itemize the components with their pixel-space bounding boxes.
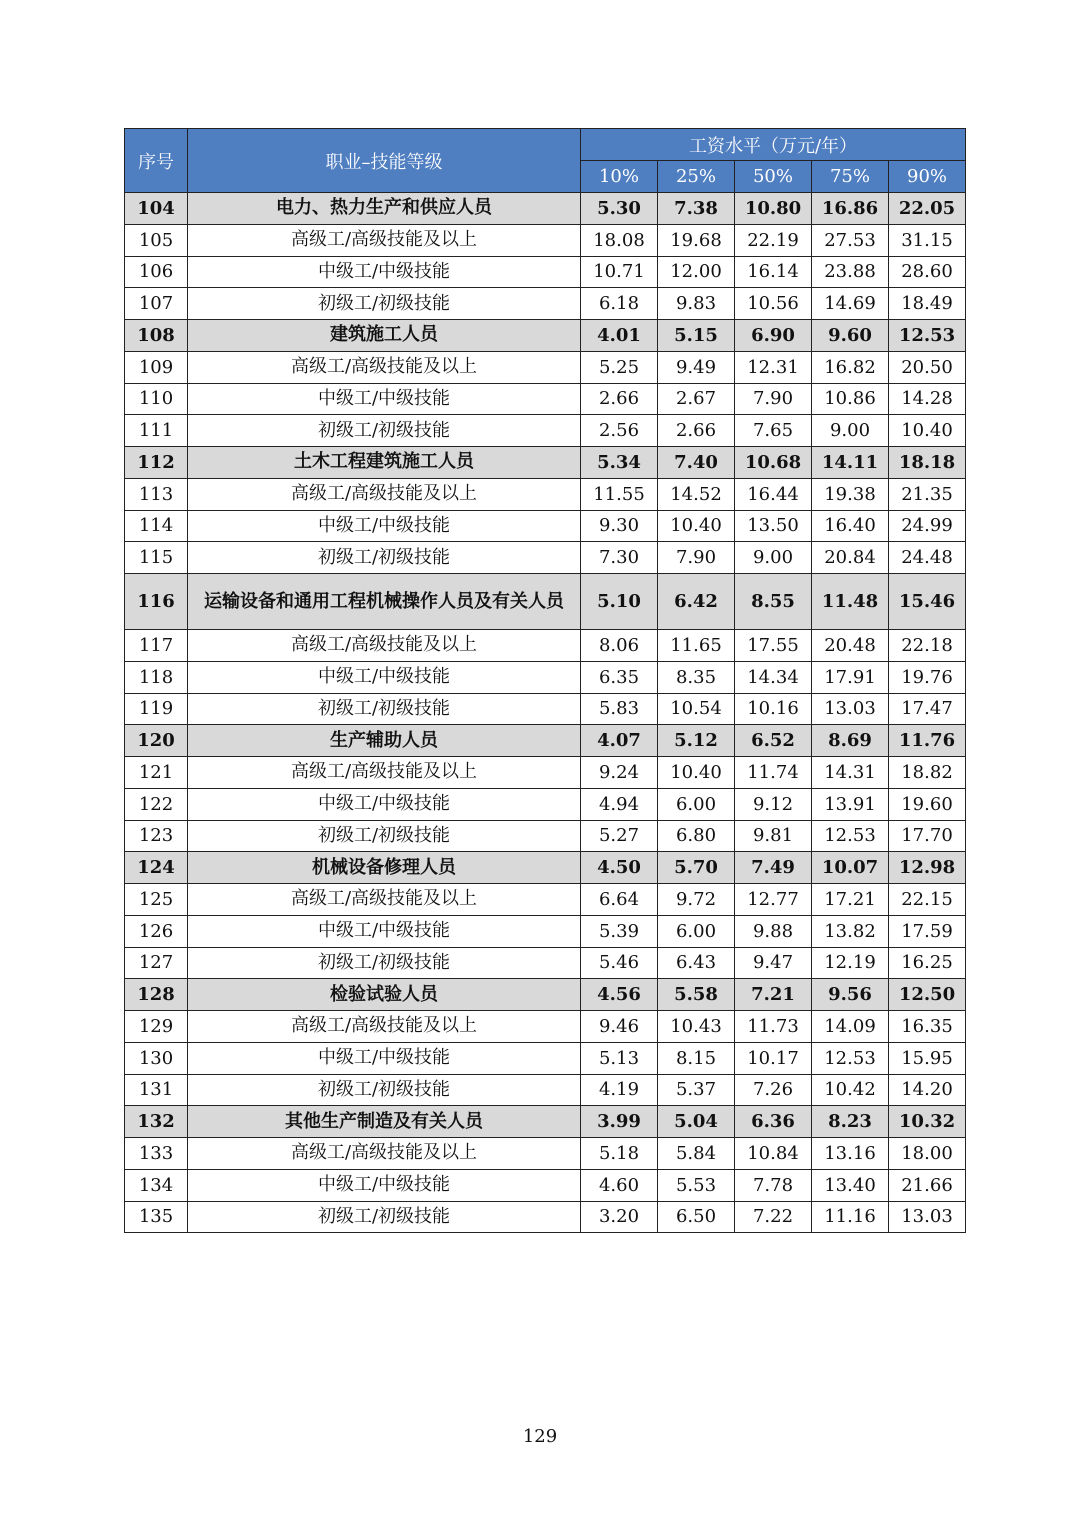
wage-p50: 7.49 bbox=[735, 852, 812, 884]
wage-table bbox=[124, 128, 966, 1233]
wage-p90: 28.60 bbox=[889, 256, 966, 288]
row-number: 130 bbox=[125, 1042, 188, 1074]
wage-p90: 19.76 bbox=[889, 661, 966, 693]
skill-level-name: 中级工/中级技能 bbox=[188, 788, 581, 820]
skill-level-name: 高级工/高级技能及以上 bbox=[188, 757, 581, 789]
wage-p75: 13.40 bbox=[812, 1169, 889, 1201]
table-row bbox=[125, 478, 966, 510]
row-number: 120 bbox=[125, 725, 188, 757]
row-number: 126 bbox=[125, 915, 188, 947]
wage-p75: 19.38 bbox=[812, 478, 889, 510]
category-row bbox=[125, 193, 966, 225]
wage-p75: 10.07 bbox=[812, 852, 889, 884]
table-row bbox=[125, 1042, 966, 1074]
row-number: 113 bbox=[125, 478, 188, 510]
wage-p50: 10.56 bbox=[735, 288, 812, 320]
row-number: 131 bbox=[125, 1074, 188, 1106]
wage-p10: 3.99 bbox=[581, 1106, 658, 1138]
wage-p25: 5.37 bbox=[658, 1074, 735, 1106]
wage-p90: 21.35 bbox=[889, 478, 966, 510]
wage-p25: 7.38 bbox=[658, 193, 735, 225]
table-row bbox=[125, 256, 966, 288]
wage-p10: 9.46 bbox=[581, 1011, 658, 1043]
wage-p25: 5.12 bbox=[658, 725, 735, 757]
wage-p50: 12.31 bbox=[735, 351, 812, 383]
row-number: 110 bbox=[125, 383, 188, 415]
wage-p25: 5.15 bbox=[658, 320, 735, 352]
table-row bbox=[125, 884, 966, 916]
wage-p25: 19.68 bbox=[658, 224, 735, 256]
wage-p90: 21.66 bbox=[889, 1169, 966, 1201]
wage-p10: 5.27 bbox=[581, 820, 658, 852]
wage-p10: 4.19 bbox=[581, 1074, 658, 1106]
wage-p25: 5.04 bbox=[658, 1106, 735, 1138]
wage-p75: 8.23 bbox=[812, 1106, 889, 1138]
table-row bbox=[125, 383, 966, 415]
wage-p10: 4.01 bbox=[581, 320, 658, 352]
wage-p75: 11.16 bbox=[812, 1201, 889, 1233]
skill-level-name: 初级工/初级技能 bbox=[188, 415, 581, 447]
row-number: 119 bbox=[125, 693, 188, 725]
category-row bbox=[125, 320, 966, 352]
wage-p10: 18.08 bbox=[581, 224, 658, 256]
wage-p75: 16.86 bbox=[812, 193, 889, 225]
wage-p50: 6.90 bbox=[735, 320, 812, 352]
wage-p90: 17.59 bbox=[889, 915, 966, 947]
wage-p90: 24.99 bbox=[889, 510, 966, 542]
skill-level-name: 高级工/高级技能及以上 bbox=[188, 224, 581, 256]
wage-p10: 6.18 bbox=[581, 288, 658, 320]
wage-p10: 8.06 bbox=[581, 630, 658, 662]
wage-p90: 24.48 bbox=[889, 542, 966, 574]
skill-level-name: 中级工/中级技能 bbox=[188, 510, 581, 542]
wage-p50: 7.78 bbox=[735, 1169, 812, 1201]
wage-p90: 10.32 bbox=[889, 1106, 966, 1138]
row-number: 118 bbox=[125, 661, 188, 693]
wage-p10: 5.34 bbox=[581, 447, 658, 479]
wage-p75: 12.53 bbox=[812, 820, 889, 852]
wage-p75: 14.09 bbox=[812, 1011, 889, 1043]
wage-p75: 20.48 bbox=[812, 630, 889, 662]
wage-p50: 6.36 bbox=[735, 1106, 812, 1138]
wage-p75: 17.91 bbox=[812, 661, 889, 693]
wage-p25: 6.80 bbox=[658, 820, 735, 852]
wage-p50: 7.65 bbox=[735, 415, 812, 447]
table-row bbox=[125, 915, 966, 947]
wage-p25: 10.40 bbox=[658, 757, 735, 789]
wage-p25: 6.00 bbox=[658, 788, 735, 820]
wage-p50: 10.17 bbox=[735, 1042, 812, 1074]
wage-p25: 5.84 bbox=[658, 1138, 735, 1170]
header-wage-group: 工资水平（万元/年） bbox=[581, 129, 966, 161]
row-number: 132 bbox=[125, 1106, 188, 1138]
wage-p90: 18.82 bbox=[889, 757, 966, 789]
wage-p10: 5.18 bbox=[581, 1138, 658, 1170]
skill-level-name: 初级工/初级技能 bbox=[188, 542, 581, 574]
wage-p90: 14.28 bbox=[889, 383, 966, 415]
wage-p25: 6.43 bbox=[658, 947, 735, 979]
row-number: 108 bbox=[125, 320, 188, 352]
table-row bbox=[125, 288, 966, 320]
category-name: 机械设备修理人员 bbox=[188, 852, 581, 884]
row-number: 117 bbox=[125, 630, 188, 662]
row-number: 135 bbox=[125, 1201, 188, 1233]
row-number: 114 bbox=[125, 510, 188, 542]
table-row bbox=[125, 661, 966, 693]
wage-p90: 12.50 bbox=[889, 979, 966, 1011]
row-number: 121 bbox=[125, 757, 188, 789]
table-header bbox=[125, 129, 966, 193]
wage-p75: 10.42 bbox=[812, 1074, 889, 1106]
row-number: 134 bbox=[125, 1169, 188, 1201]
wage-p90: 20.50 bbox=[889, 351, 966, 383]
wage-p25: 10.40 bbox=[658, 510, 735, 542]
skill-level-name: 中级工/中级技能 bbox=[188, 256, 581, 288]
header-p10: 10% bbox=[581, 161, 658, 193]
wage-p75: 23.88 bbox=[812, 256, 889, 288]
category-name: 生产辅助人员 bbox=[188, 725, 581, 757]
wage-p75: 13.16 bbox=[812, 1138, 889, 1170]
wage-p75: 12.19 bbox=[812, 947, 889, 979]
category-name: 电力、热力生产和供应人员 bbox=[188, 193, 581, 225]
wage-p25: 7.90 bbox=[658, 542, 735, 574]
skill-level-name: 初级工/初级技能 bbox=[188, 947, 581, 979]
wage-p10: 4.50 bbox=[581, 852, 658, 884]
wage-p90: 18.49 bbox=[889, 288, 966, 320]
table-row bbox=[125, 947, 966, 979]
wage-p10: 5.13 bbox=[581, 1042, 658, 1074]
wage-p10: 4.94 bbox=[581, 788, 658, 820]
wage-p75: 17.21 bbox=[812, 884, 889, 916]
skill-level-name: 初级工/初级技能 bbox=[188, 1074, 581, 1106]
wage-p10: 2.56 bbox=[581, 415, 658, 447]
wage-p10: 9.24 bbox=[581, 757, 658, 789]
wage-p25: 11.65 bbox=[658, 630, 735, 662]
wage-p50: 13.50 bbox=[735, 510, 812, 542]
wage-p90: 31.15 bbox=[889, 224, 966, 256]
skill-level-name: 中级工/中级技能 bbox=[188, 915, 581, 947]
wage-p90: 22.15 bbox=[889, 884, 966, 916]
header-p50: 50% bbox=[735, 161, 812, 193]
wage-p75: 9.56 bbox=[812, 979, 889, 1011]
wage-p75: 12.53 bbox=[812, 1042, 889, 1074]
skill-level-name: 高级工/高级技能及以上 bbox=[188, 1138, 581, 1170]
category-row bbox=[125, 1106, 966, 1138]
wage-p10: 6.35 bbox=[581, 661, 658, 693]
row-number: 127 bbox=[125, 947, 188, 979]
wage-p90: 22.05 bbox=[889, 193, 966, 225]
wage-p90: 16.25 bbox=[889, 947, 966, 979]
row-number: 133 bbox=[125, 1138, 188, 1170]
wage-p50: 9.00 bbox=[735, 542, 812, 574]
category-name: 其他生产制造及有关人员 bbox=[188, 1106, 581, 1138]
wage-p75: 14.69 bbox=[812, 288, 889, 320]
skill-level-name: 高级工/高级技能及以上 bbox=[188, 351, 581, 383]
wage-p75: 13.03 bbox=[812, 693, 889, 725]
row-number: 107 bbox=[125, 288, 188, 320]
wage-p10: 3.20 bbox=[581, 1201, 658, 1233]
wage-p25: 2.67 bbox=[658, 383, 735, 415]
wage-p50: 7.21 bbox=[735, 979, 812, 1011]
wage-p50: 9.12 bbox=[735, 788, 812, 820]
table-row bbox=[125, 757, 966, 789]
category-row bbox=[125, 852, 966, 884]
wage-p75: 20.84 bbox=[812, 542, 889, 574]
wage-p50: 9.81 bbox=[735, 820, 812, 852]
wage-p25: 5.53 bbox=[658, 1169, 735, 1201]
wage-p10: 5.25 bbox=[581, 351, 658, 383]
skill-level-name: 初级工/初级技能 bbox=[188, 288, 581, 320]
category-name: 建筑施工人员 bbox=[188, 320, 581, 352]
wage-p50: 7.22 bbox=[735, 1201, 812, 1233]
wage-p50: 10.84 bbox=[735, 1138, 812, 1170]
wage-p25: 6.50 bbox=[658, 1201, 735, 1233]
header-p25: 25% bbox=[658, 161, 735, 193]
skill-level-name: 中级工/中级技能 bbox=[188, 1169, 581, 1201]
category-row bbox=[125, 574, 966, 630]
wage-p10: 5.83 bbox=[581, 693, 658, 725]
wage-p90: 19.60 bbox=[889, 788, 966, 820]
wage-p25: 9.72 bbox=[658, 884, 735, 916]
header-occupation: 职业–技能等级 bbox=[188, 129, 581, 193]
skill-level-name: 高级工/高级技能及以上 bbox=[188, 1011, 581, 1043]
skill-level-name: 中级工/中级技能 bbox=[188, 661, 581, 693]
table-row bbox=[125, 693, 966, 725]
wage-p25: 5.70 bbox=[658, 852, 735, 884]
wage-p25: 6.00 bbox=[658, 915, 735, 947]
row-number: 104 bbox=[125, 193, 188, 225]
page-number: 129 bbox=[522, 1426, 558, 1447]
wage-p50: 7.90 bbox=[735, 383, 812, 415]
row-number: 115 bbox=[125, 542, 188, 574]
wage-p25: 10.54 bbox=[658, 693, 735, 725]
table-row bbox=[125, 510, 966, 542]
wage-p90: 16.35 bbox=[889, 1011, 966, 1043]
skill-level-name: 初级工/初级技能 bbox=[188, 693, 581, 725]
wage-p90: 18.00 bbox=[889, 1138, 966, 1170]
table-row bbox=[125, 224, 966, 256]
wage-p90: 18.18 bbox=[889, 447, 966, 479]
wage-p90: 22.18 bbox=[889, 630, 966, 662]
table-row bbox=[125, 415, 966, 447]
wage-p25: 6.42 bbox=[658, 574, 735, 630]
wage-p90: 17.47 bbox=[889, 693, 966, 725]
category-name: 运输设备和通用工程机械操作人员及有关人员 bbox=[188, 574, 581, 630]
wage-p25: 9.83 bbox=[658, 288, 735, 320]
wage-p10: 5.10 bbox=[581, 574, 658, 630]
row-number: 129 bbox=[125, 1011, 188, 1043]
table-row bbox=[125, 1074, 966, 1106]
wage-p25: 8.35 bbox=[658, 661, 735, 693]
category-row bbox=[125, 447, 966, 479]
skill-level-name: 中级工/中级技能 bbox=[188, 383, 581, 415]
skill-level-name: 高级工/高级技能及以上 bbox=[188, 478, 581, 510]
wage-p25: 5.58 bbox=[658, 979, 735, 1011]
wage-p50: 6.52 bbox=[735, 725, 812, 757]
wage-p75: 9.60 bbox=[812, 320, 889, 352]
wage-p90: 15.46 bbox=[889, 574, 966, 630]
wage-p25: 2.66 bbox=[658, 415, 735, 447]
wage-p75: 14.11 bbox=[812, 447, 889, 479]
header-no: 序号 bbox=[125, 129, 188, 193]
table-row bbox=[125, 542, 966, 574]
row-number: 105 bbox=[125, 224, 188, 256]
wage-p75: 9.00 bbox=[812, 415, 889, 447]
wage-p25: 9.49 bbox=[658, 351, 735, 383]
wage-p50: 7.26 bbox=[735, 1074, 812, 1106]
table-row bbox=[125, 788, 966, 820]
table-row bbox=[125, 1011, 966, 1043]
skill-level-name: 高级工/高级技能及以上 bbox=[188, 630, 581, 662]
row-number: 109 bbox=[125, 351, 188, 383]
wage-p50: 10.16 bbox=[735, 693, 812, 725]
table-row bbox=[125, 630, 966, 662]
wage-p50: 14.34 bbox=[735, 661, 812, 693]
skill-level-name: 高级工/高级技能及以上 bbox=[188, 884, 581, 916]
wage-p10: 4.07 bbox=[581, 725, 658, 757]
wage-p75: 8.69 bbox=[812, 725, 889, 757]
table-row bbox=[125, 820, 966, 852]
table-row bbox=[125, 351, 966, 383]
wage-p75: 16.40 bbox=[812, 510, 889, 542]
wage-p90: 11.76 bbox=[889, 725, 966, 757]
wage-p25: 10.43 bbox=[658, 1011, 735, 1043]
skill-level-name: 初级工/初级技能 bbox=[188, 1201, 581, 1233]
wage-p50: 12.77 bbox=[735, 884, 812, 916]
wage-p25: 8.15 bbox=[658, 1042, 735, 1074]
wage-p50: 16.14 bbox=[735, 256, 812, 288]
wage-p10: 4.56 bbox=[581, 979, 658, 1011]
wage-p75: 13.91 bbox=[812, 788, 889, 820]
wage-p75: 16.82 bbox=[812, 351, 889, 383]
wage-p10: 5.39 bbox=[581, 915, 658, 947]
table-row bbox=[125, 1138, 966, 1170]
row-number: 125 bbox=[125, 884, 188, 916]
row-number: 122 bbox=[125, 788, 188, 820]
wage-p25: 12.00 bbox=[658, 256, 735, 288]
wage-p90: 13.03 bbox=[889, 1201, 966, 1233]
wage-p50: 8.55 bbox=[735, 574, 812, 630]
wage-p10: 5.46 bbox=[581, 947, 658, 979]
wage-p25: 7.40 bbox=[658, 447, 735, 479]
header-p75: 75% bbox=[812, 161, 889, 193]
wage-p10: 11.55 bbox=[581, 478, 658, 510]
row-number: 124 bbox=[125, 852, 188, 884]
category-row bbox=[125, 725, 966, 757]
table-body bbox=[125, 193, 966, 1233]
wage-p10: 9.30 bbox=[581, 510, 658, 542]
skill-level-name: 中级工/中级技能 bbox=[188, 1042, 581, 1074]
category-name: 土木工程建筑施工人员 bbox=[188, 447, 581, 479]
wage-p75: 14.31 bbox=[812, 757, 889, 789]
wage-p50: 9.47 bbox=[735, 947, 812, 979]
wage-p90: 12.98 bbox=[889, 852, 966, 884]
wage-p10: 2.66 bbox=[581, 383, 658, 415]
header-p90: 90% bbox=[889, 161, 966, 193]
row-number: 116 bbox=[125, 574, 188, 630]
wage-p90: 10.40 bbox=[889, 415, 966, 447]
wage-p10: 7.30 bbox=[581, 542, 658, 574]
category-name: 检验试验人员 bbox=[188, 979, 581, 1011]
wage-p90: 17.70 bbox=[889, 820, 966, 852]
wage-p75: 13.82 bbox=[812, 915, 889, 947]
wage-p75: 27.53 bbox=[812, 224, 889, 256]
wage-p50: 11.73 bbox=[735, 1011, 812, 1043]
wage-p10: 5.30 bbox=[581, 193, 658, 225]
category-row bbox=[125, 979, 966, 1011]
wage-p50: 22.19 bbox=[735, 224, 812, 256]
row-number: 111 bbox=[125, 415, 188, 447]
row-number: 128 bbox=[125, 979, 188, 1011]
wage-p90: 12.53 bbox=[889, 320, 966, 352]
wage-p50: 10.80 bbox=[735, 193, 812, 225]
row-number: 112 bbox=[125, 447, 188, 479]
wage-p10: 10.71 bbox=[581, 256, 658, 288]
wage-p50: 9.88 bbox=[735, 915, 812, 947]
row-number: 123 bbox=[125, 820, 188, 852]
wage-p50: 17.55 bbox=[735, 630, 812, 662]
wage-p10: 6.64 bbox=[581, 884, 658, 916]
wage-p10: 4.60 bbox=[581, 1169, 658, 1201]
wage-p90: 14.20 bbox=[889, 1074, 966, 1106]
table-row bbox=[125, 1201, 966, 1233]
skill-level-name: 初级工/初级技能 bbox=[188, 820, 581, 852]
wage-p75: 11.48 bbox=[812, 574, 889, 630]
wage-p50: 10.68 bbox=[735, 447, 812, 479]
row-number: 106 bbox=[125, 256, 188, 288]
wage-p90: 15.95 bbox=[889, 1042, 966, 1074]
table-row bbox=[125, 1169, 966, 1201]
wage-p50: 11.74 bbox=[735, 757, 812, 789]
wage-p25: 14.52 bbox=[658, 478, 735, 510]
wage-p75: 10.86 bbox=[812, 383, 889, 415]
wage-p50: 16.44 bbox=[735, 478, 812, 510]
